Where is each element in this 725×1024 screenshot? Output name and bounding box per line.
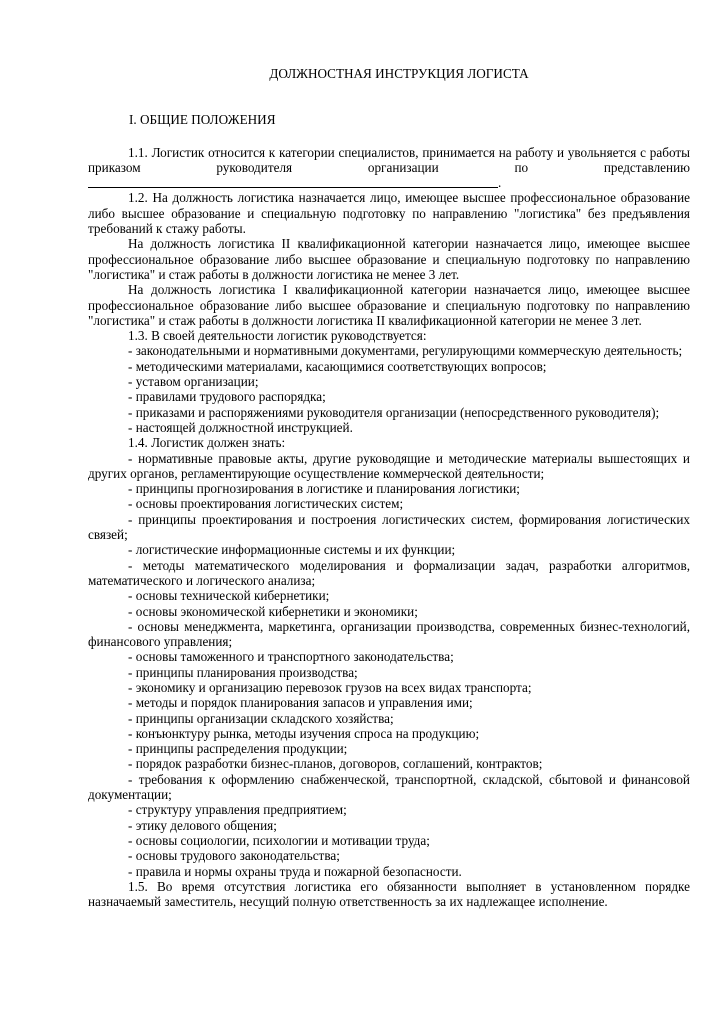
paragraph: - экономику и организацию перевозок грузов на всех видах транспорта;: [128, 679, 532, 695]
paragraph: - основы трудового законодательства;: [128, 848, 340, 864]
paragraph: - основы проектирования логистических систем;: [128, 496, 404, 512]
paragraph: - настоящей должностной инструкцией.: [128, 419, 353, 435]
paragraph: - правилами трудового распорядка;: [128, 389, 326, 405]
fill-in-blank: [88, 175, 690, 190]
paragraph: - правила и нормы охраны труда и пожарной безопасности.: [128, 863, 462, 879]
paragraph: - методы и порядок планирования запасов и управления ими;: [128, 695, 473, 711]
paragraph: - основы таможенного и транспортного законодательства;: [128, 649, 454, 665]
blank-underline: [88, 176, 498, 188]
paragraph: - порядок разработки бизнес-планов, договоров, соглашений, контрактов;: [128, 756, 543, 772]
paragraph: - основы менеджмента, маркетинга, организации производства, современных бизнес-технологий, финансового управления;: [88, 618, 690, 650]
paragraph: - основы социологии, психологии и мотивации труда;: [128, 832, 430, 848]
paragraph: - конъюнктуру рынка, методы изучения спроса на продукцию;: [128, 725, 480, 741]
paragraph: - основы технической кибернетики;: [128, 588, 330, 604]
paragraph: - методы математического моделирования и формализации задач, разработки алгоритмов, математического и логического анализа;: [88, 557, 690, 588]
paragraph: - нормативные правовые акты, другие руководящие и методические материалы вышестоящих и других органов, регламентирующие осуществление коммерческой деятельности;: [88, 450, 690, 481]
paragraph: 1.2. На должность логистика назначается лицо, имеющее высшее профессиональное образование либо высшее образование и специальную подготовку по направлению "логистика" без предъявления требований к стажу работы.: [88, 190, 690, 237]
paragraph: - приказами и распоряжениями руководителя организации (непосредственного руководителя);: [128, 404, 660, 420]
paragraph: - уставом организации;: [128, 374, 259, 390]
paragraph: - методическими материалами, касающимися соответствующих вопросов;: [128, 358, 547, 374]
paragraph: - законодательными и нормативными документами, регулирующими коммерческую деятельность;: [128, 343, 683, 359]
document-title: ДОЛЖНОСТНАЯ ИНСТРУКЦИЯ ЛОГИСТА: [269, 66, 529, 81]
paragraph: - принципы распределения продукции;: [128, 741, 348, 757]
paragraph-1-1: 1.1. Логистик относится к категории специалистов, принимается на работу и увольняется с работы приказом руководителя организации по представлению: [88, 144, 690, 175]
blank-period: .: [498, 175, 502, 191]
paragraph: - принципы планирования производства;: [128, 664, 358, 680]
paragraph: - принципы прогнозирования в логистике и планирования логистики;: [128, 481, 520, 497]
section-title: I. ОБЩИЕ ПОЛОЖЕНИЯ: [129, 112, 276, 128]
paragraph: - структуру управления предприятием;: [128, 802, 347, 818]
paragraph-list: [88, 190, 690, 909]
paragraph: - основы экономической кибернетики и экономики;: [128, 603, 418, 619]
paragraph: На должность логистика I квалификационной категории назначается лицо, имеющее высшее профессиональное образование либо высшее образование и специальную подготовку по направлению "логистика" и стаж работы в должности логистика II квалификационной категории не менее 3 лет.: [88, 282, 690, 328]
paragraph: На должность логистика II квалификационной категории назначается лицо, имеющее высшее профессиональное образование либо высшее образование и специальную подготовку по направлению "логистика" и стаж работы в должности логистика не менее 3 лет.: [88, 236, 690, 282]
paragraph: 1.4. Логистик должен знать:: [128, 435, 286, 451]
paragraph: - этику делового общения;: [128, 817, 277, 833]
paragraph: - принципы проектирования и построения логистических систем, формирования логистических связей;: [88, 511, 690, 543]
paragraph: - принципы организации складского хозяйства;: [128, 710, 394, 726]
paragraph: 1.3. В своей деятельности логистик руководствуется:: [128, 328, 427, 344]
paragraph: - логистические информационные системы и их функции;: [128, 542, 456, 558]
paragraph: - требования к оформлению снабженческой, транспортной, складской, сбытовой и финансовой документации;: [88, 771, 690, 803]
paragraph: 1.5. Во время отсутствия логистика его обязанности выполняет в установленном порядке назначаемый заместитель, несущий полную ответственность за их надлежащее исполнение.: [88, 878, 690, 910]
